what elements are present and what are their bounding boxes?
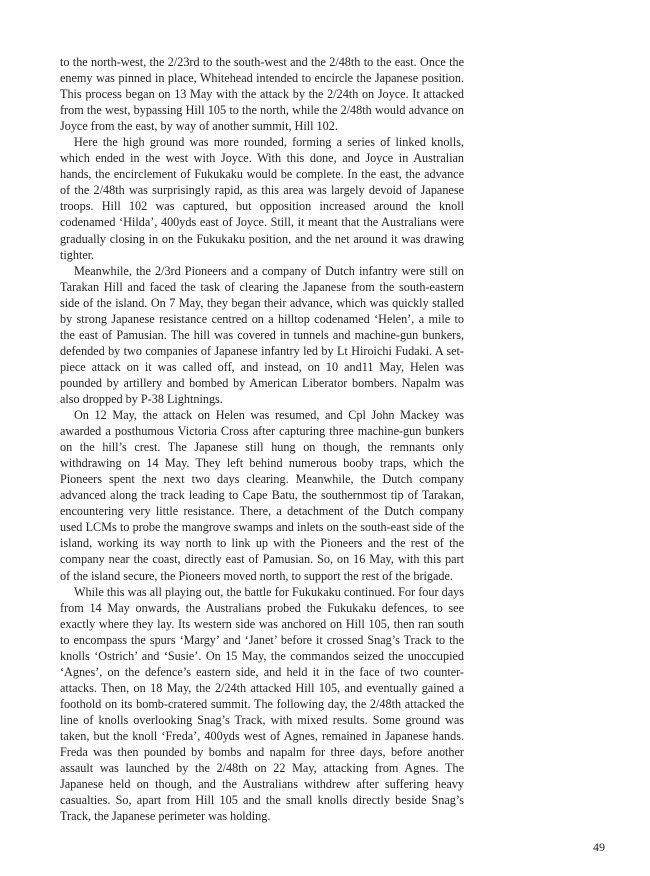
paragraph: Meanwhile, the 2/3rd Pioneers and a company of Dutch infantry were still on Tarakan Hill and faced the task of clearing the Japanese from the south-eastern side of the island. On 7 May, they began their advance, which was quickly stalled by strong Japanese resistance centred on a hilltop codenamed ‘Helen’, a mile to the east of Pamusian. The hill was covered in tunnels and machine-gun bunkers, defended by two companies of Japanese infantry led by Lt Hiroichi Fudaki. A set-piece attack on it was called off, and instead, on 10 and11 May, Helen was pounded by artillery and bombed by American Liberator bombers. Napalm was also dropped by P-38 Lightnings. xyxy=(60,263,464,406)
body-text xyxy=(60,54,464,824)
paragraph: to the north-west, the 2/23rd to the south-west and the 2/48th to the east. Once the enemy was pinned in place, Whitehead intended to encircle the Japanese position. This process began on 13 May with the attack by the 2/24th on Joyce. It attacked from the west, bypassing Hill 105 to the north, while the 2/48th would advance on Joyce from the east, by way of another summit, Hill 102. xyxy=(60,55,464,134)
paragraph: On 12 May, the attack on Helen was resumed, and Cpl John Mackey was awarded a posthumous Victoria Cross after capturing three machine-gun bunkers on the hill’s crest. The Japanese still hung on though, the remnants only withdrawing on 14 May. They left behind numerous booby traps, which the Pioneers spent the next two days clearing. Meanwhile, the Dutch company advanced along the track leading to Cape Batu, the southernmost tip of Tarakan, encountering very little resistance. There, a detachment of the Dutch company used LCMs to probe the mangrove swamps and inlets on the south-east side of the island, working its way north to link up with the Pioneers and the rest of the company near the coast, directly east of Pamusian. So, on 16 May, with this part of the island secure, the Pioneers moved north, to support the rest of the brigade. xyxy=(60,408,464,583)
page-number: 49 xyxy=(593,840,605,854)
paragraph: Here the high ground was more rounded, forming a series of linked knolls, which ended in the west with Joyce. With this done, and Joyce in Australian hands, the encirclement of Fukukaku would be complete. In the east, the advance of the 2/48th was surprisingly rapid, as this area was largely devoid of Japanese troops. Hill 102 was captured, but opposition increased around the knoll codenamed ‘Hilda’, 400yds east of Joyce. Still, it meant that the Australians were gradually closing in on the Fukukaku position, and the net around it was drawing tighter. xyxy=(60,135,464,262)
paragraph: While this was all playing out, the battle for Fukukaku continued. For four days from 14 May onwards, the Australians probed the Fukukaku defences, to see exactly where they lay. Its western side was anchored on Hill 105, then ran south to encompass the spurs ‘Margy’ and ‘Janet’ before it crossed Snag’s Track to the knolls ‘Ostrich’ and ‘Susie’. On 15 May, the commandos seized the unoccupied ‘Agnes’, on the defence’s eastern side, and held it in the face of two counter-attacks. Then, on 18 May, the 2/24th attacked Hill 105, and eventually gained a foothold on its bomb-cratered summit. The following day, the 2/48th attacked the line of knolls overlooking Snag’s Track, with mixed results. Some ground was taken, but the knoll ‘Freda’, 400yds west of Agnes, remained in Japanese hands. Freda was then pounded by bombs and napalm for three days, before another assault was launched by the 2/48th on 22 May, attacking from Agnes. The Japanese held on though, and the Australians withdrew after suffering heavy casualties. So, apart from Hill 105 and the small knolls directly beside Snag’s Track, the Japanese perimeter was holding. xyxy=(60,584,464,824)
